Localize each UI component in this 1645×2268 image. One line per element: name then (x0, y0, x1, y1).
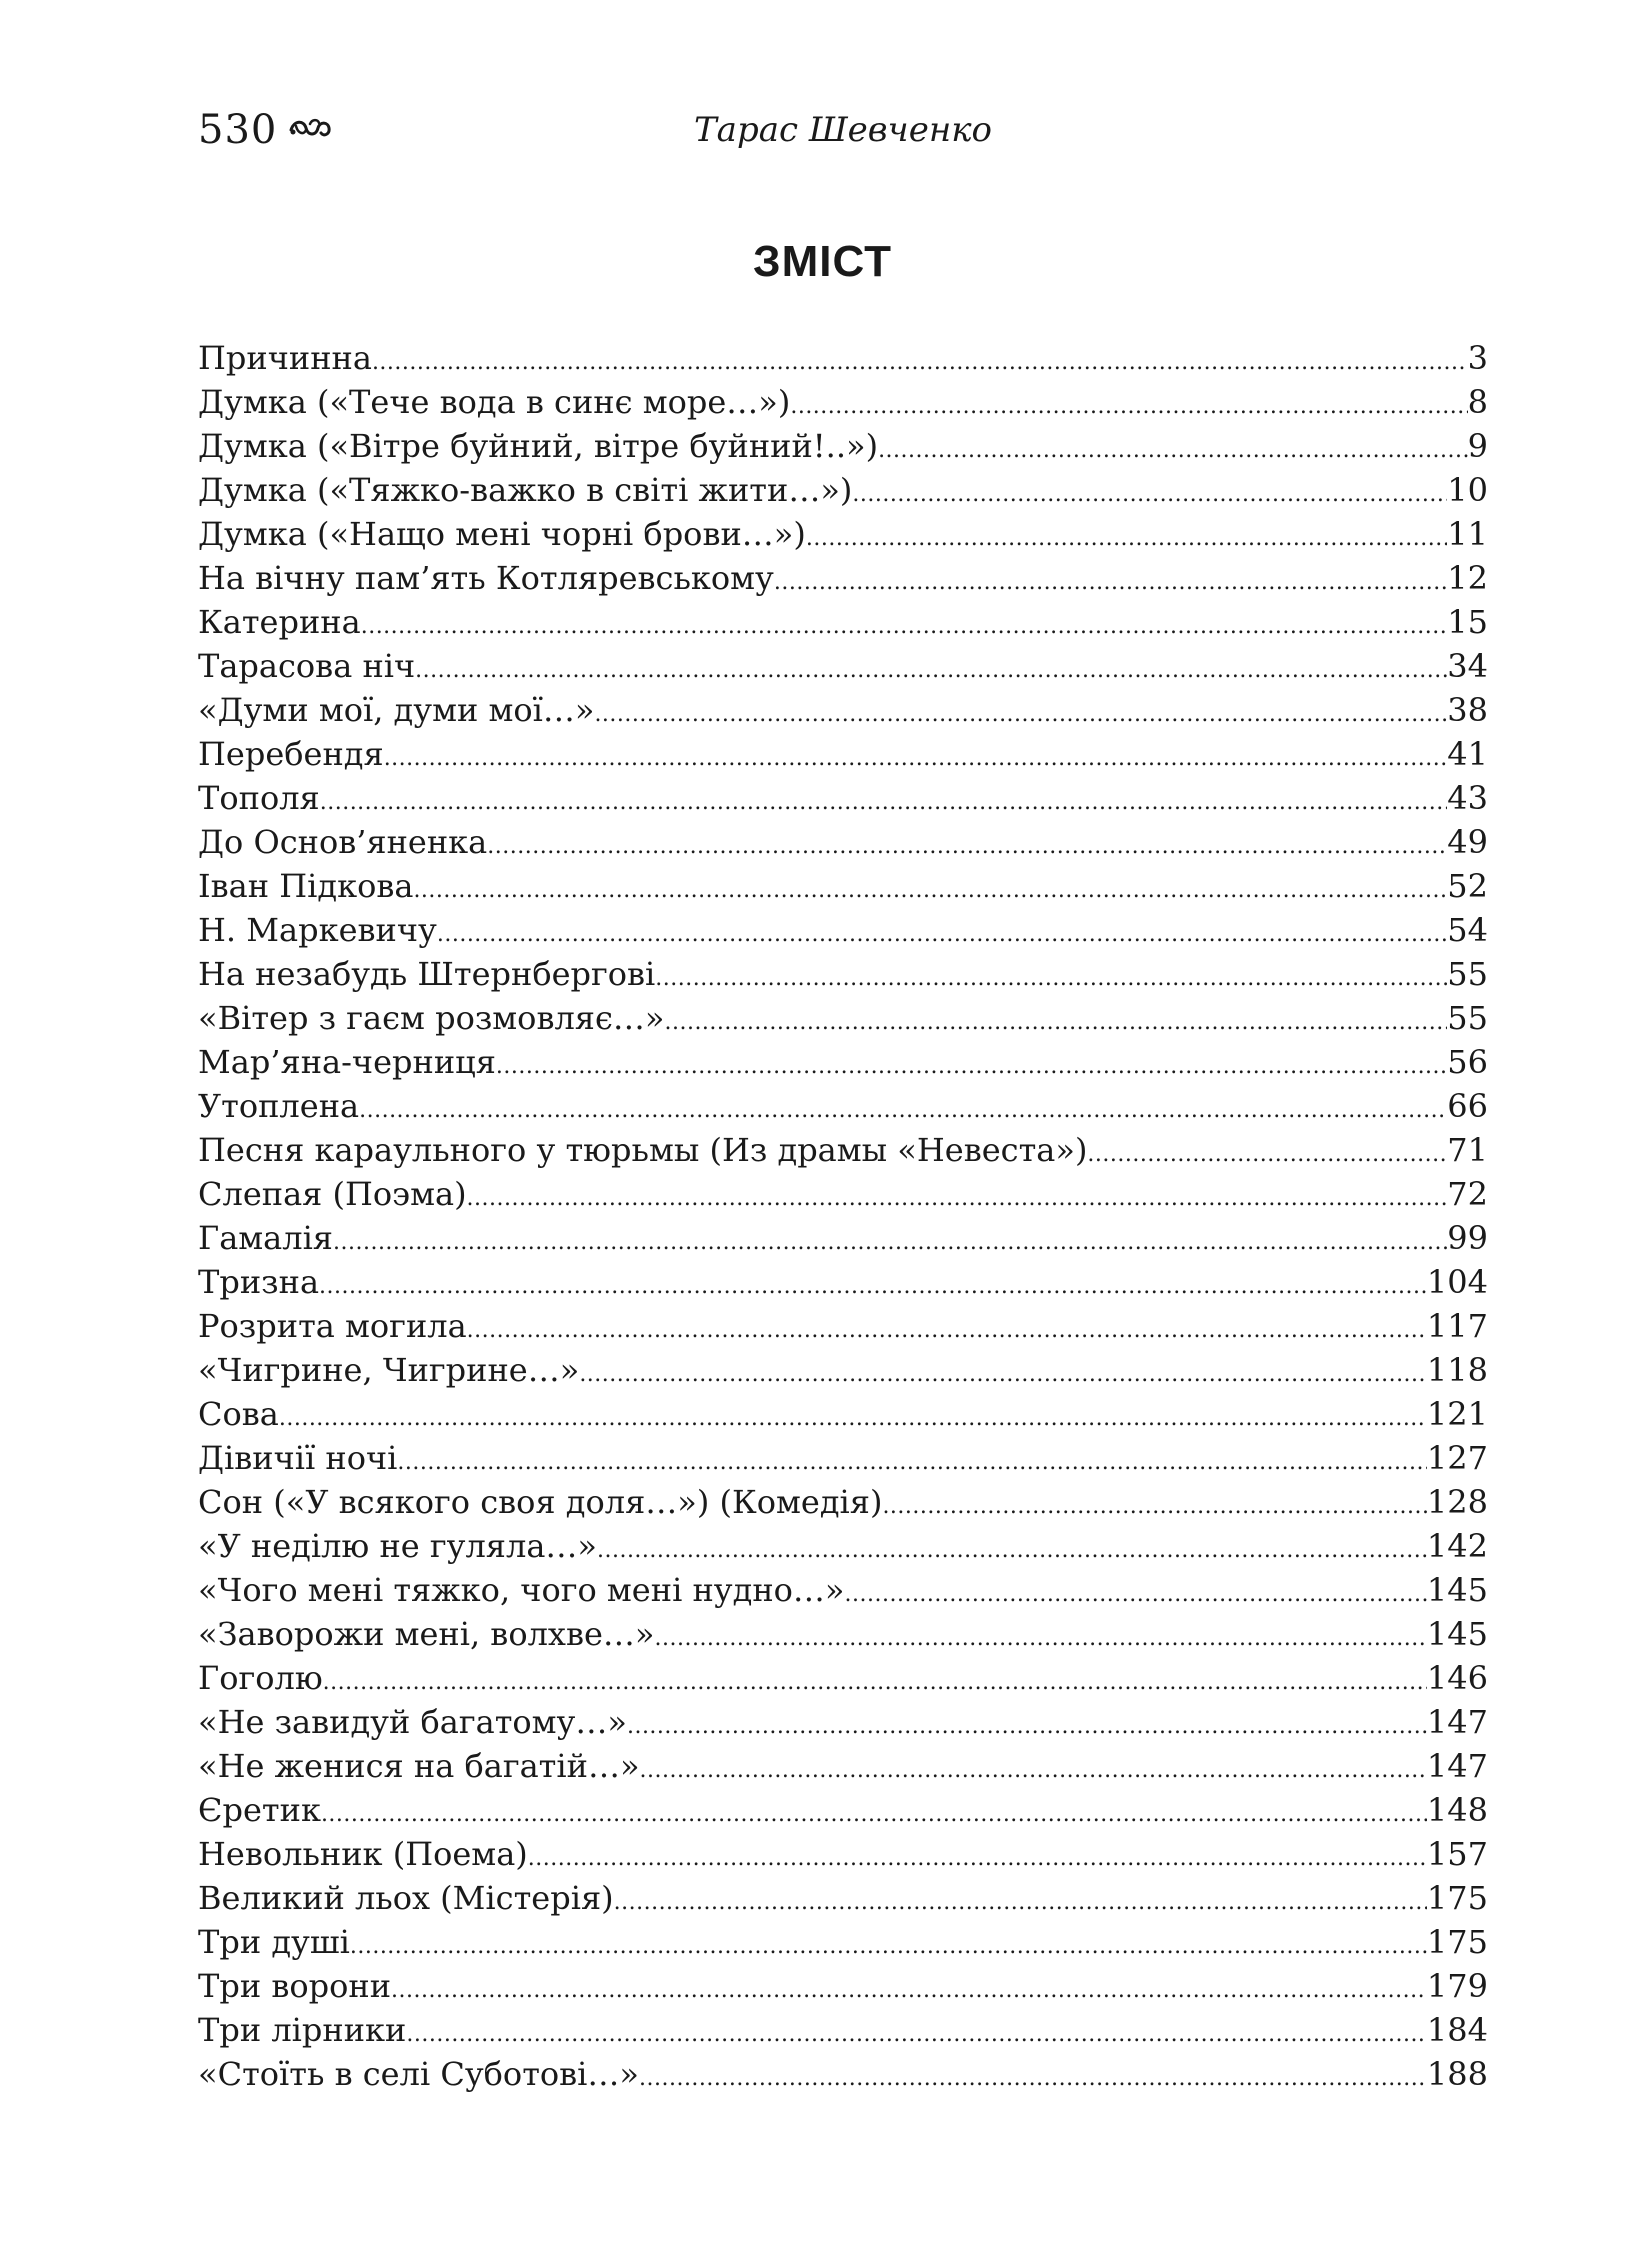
toc-entry[interactable] (198, 864, 1488, 908)
toc-entry[interactable] (198, 1040, 1488, 1084)
toc-entry-title: Сон («У всякого своя доля…») (Комедія) (198, 1483, 883, 1521)
toc-dot-leader (415, 644, 1447, 693)
toc-entry-title: Три ворони (198, 1967, 392, 2005)
toc-dot-leader (1087, 1128, 1447, 1177)
toc-dot-leader (487, 820, 1447, 869)
toc-dot-leader (528, 1832, 1427, 1881)
toc-dot-leader (790, 380, 1467, 429)
toc-dot-leader (594, 688, 1447, 737)
toc-entry-title: Розрита могила (198, 1307, 467, 1345)
toc-entry[interactable] (198, 1480, 1488, 1524)
toc-entry-page: 3 (1467, 339, 1488, 377)
toc-entry[interactable] (198, 776, 1488, 820)
toc-dot-leader (852, 468, 1447, 517)
toc-entry-title: Єретик (198, 1791, 321, 1829)
toc-entry-title: Н. Маркевичу (198, 911, 437, 949)
toc-entry-title: Дівичії ночі (198, 1439, 398, 1477)
toc-entry-title: «Чого мені тяжко, чого мені нудно…» (198, 1571, 845, 1609)
toc-dot-leader (640, 1744, 1427, 1793)
toc-entry[interactable] (198, 1700, 1488, 1744)
toc-entry[interactable] (198, 2008, 1488, 2052)
toc-entry-title: «Не женися на багатій…» (198, 1747, 640, 1785)
toc-dot-leader (361, 600, 1448, 649)
toc-entry-title: Думка («Нащо мені чорні брови…») (198, 515, 806, 553)
toc-entry-title: Перебендя (198, 735, 384, 773)
toc-entry-page: 41 (1447, 735, 1488, 773)
toc-dot-leader (882, 1480, 1426, 1529)
toc-dot-leader (397, 1436, 1427, 1485)
toc-dot-leader (655, 952, 1447, 1001)
toc-entry-title: Тризна (198, 1263, 320, 1301)
toc-entry[interactable] (198, 1392, 1488, 1436)
toc-entry-page: 175 (1426, 1879, 1488, 1917)
toc-entry-page: 175 (1426, 1923, 1488, 1961)
toc-entry-title: Три лірники (198, 2011, 407, 2049)
toc-list (198, 336, 1488, 2096)
toc-dot-leader (320, 776, 1448, 825)
toc-entry[interactable] (198, 732, 1488, 776)
toc-dot-leader (627, 1700, 1427, 1749)
toc-entry[interactable] (198, 380, 1488, 424)
toc-entry[interactable] (198, 952, 1488, 996)
toc-entry-page: 56 (1447, 1043, 1488, 1081)
toc-entry-title: Гоголю (198, 1659, 323, 1697)
toc-entry[interactable] (198, 1260, 1488, 1304)
toc-dot-leader (323, 1656, 1427, 1705)
toc-entry-title: «Чигрине, Чигрине…» (198, 1351, 580, 1389)
toc-dot-leader (406, 2008, 1427, 2057)
toc-entry-page: 179 (1426, 1967, 1488, 2005)
toc-entry-page: 66 (1447, 1087, 1488, 1125)
toc-entry-page: 148 (1426, 1791, 1488, 1829)
toc-entry[interactable] (198, 1524, 1488, 1568)
toc-dot-leader (878, 424, 1468, 473)
toc-dot-leader (319, 1260, 1427, 1309)
toc-entry-page: 8 (1467, 383, 1488, 421)
running-author: Тарас Шевченко (694, 110, 992, 150)
toc-entry-title: Слепая (Поэма) (198, 1175, 467, 1213)
toc-dot-leader (350, 1920, 1427, 1969)
toc-entry-page: 34 (1447, 647, 1488, 685)
toc-entry-title: Катерина (198, 603, 361, 641)
toc-entry[interactable] (198, 1348, 1488, 1392)
toc-entry-page: 142 (1426, 1527, 1488, 1565)
running-head (198, 100, 1488, 160)
toc-entry[interactable] (198, 1612, 1488, 1656)
toc-entry[interactable] (198, 688, 1488, 732)
toc-entry-page: 184 (1426, 2011, 1488, 2049)
toc-entry-page: 145 (1426, 1615, 1488, 1653)
toc-entry-page: 43 (1447, 779, 1488, 817)
toc-entry-title: Невольник (Поема) (198, 1835, 528, 1873)
toc-entry-page: 118 (1426, 1351, 1488, 1389)
toc-entry-title: Три душі (198, 1923, 350, 1961)
toc-entry[interactable] (198, 1172, 1488, 1216)
toc-entry-page: 99 (1447, 1219, 1488, 1257)
toc-entry[interactable] (198, 556, 1488, 600)
toc-entry-page: 128 (1426, 1483, 1488, 1521)
toc-entry[interactable] (198, 336, 1488, 380)
toc-entry[interactable] (198, 1788, 1488, 1832)
toc-entry-title: Думка («Вітре буйний, вітре буйний!..») (198, 427, 879, 465)
toc-entry-page: 71 (1447, 1131, 1488, 1169)
toc-entry[interactable] (198, 908, 1488, 952)
toc-entry-page: 146 (1426, 1659, 1488, 1697)
page-number: 530 (198, 107, 278, 153)
toc-dot-leader (664, 996, 1447, 1045)
toc-entry[interactable] (198, 1128, 1488, 1172)
toc-entry-page: 72 (1447, 1175, 1488, 1213)
toc-dot-leader (391, 1964, 1427, 2013)
toc-entry-title: «Стоїть в селі Суботові…» (198, 2055, 639, 2093)
toc-entry-page: 11 (1447, 515, 1488, 553)
toc-entry-title: Причинна (198, 339, 372, 377)
toc-entry-page: 49 (1447, 823, 1488, 861)
toc-entry[interactable] (198, 468, 1488, 512)
toc-entry[interactable] (198, 1920, 1488, 1964)
toc-entry[interactable] (198, 820, 1488, 864)
toc-entry[interactable] (198, 512, 1488, 556)
toc-entry-page: 147 (1426, 1747, 1488, 1785)
toc-entry[interactable] (198, 1964, 1488, 2008)
toc-entry-title: Тополя (198, 779, 320, 817)
toc-entry-page: 145 (1426, 1571, 1488, 1609)
toc-entry-page: 55 (1447, 955, 1488, 993)
toc-dot-leader (372, 336, 1468, 385)
toc-entry-title: Утоплена (198, 1087, 360, 1125)
toc-entry-page: 38 (1447, 691, 1488, 729)
toc-entry[interactable] (198, 1216, 1488, 1260)
toc-entry-title: Песня караульного у тюрьмы (Из драмы «Невеста») (198, 1131, 1088, 1169)
toc-entry-title: Думка («Тече вода в синє море…») (198, 383, 791, 421)
toc-entry-page: 15 (1447, 603, 1488, 641)
toc-dot-leader (321, 1788, 1427, 1837)
toc-entry[interactable] (198, 996, 1488, 1040)
toc-entry-title: «Заворожи мені, волхве…» (198, 1615, 655, 1653)
toc-dot-leader (467, 1304, 1427, 1353)
toc-entry[interactable] (198, 600, 1488, 644)
toc-dot-leader (279, 1392, 1427, 1441)
toc-entry-title: «Не завидуй багатому…» (198, 1703, 627, 1741)
toc-entry-page: 55 (1447, 999, 1488, 1037)
toc-entry[interactable] (198, 1304, 1488, 1348)
toc-dot-leader (806, 512, 1447, 561)
toc-entry-page: 147 (1426, 1703, 1488, 1741)
toc-entry-title: Думка («Тяжко-важко в світі жити…») (198, 471, 853, 509)
toc-entry-title: Іван Підкова (198, 867, 414, 905)
toc-entry-title: Сова (198, 1395, 279, 1433)
toc-entry[interactable] (198, 1876, 1488, 1920)
toc-entry-title: Гамалія (198, 1219, 333, 1257)
toc-entry[interactable] (198, 1568, 1488, 1612)
toc-dot-leader (384, 732, 1448, 781)
toc-entry-title: До Основ’яненка (198, 823, 488, 861)
toc-entry-page: 188 (1426, 2055, 1488, 2093)
toc-dot-leader (597, 1524, 1427, 1573)
toc-entry[interactable] (198, 644, 1488, 688)
toc-entry[interactable] (198, 1744, 1488, 1788)
toc-entry-page: 121 (1426, 1395, 1488, 1433)
toc-entry-title: На незабудь Штернбергові (198, 955, 656, 993)
toc-dot-leader (614, 1876, 1427, 1925)
toc-entry[interactable] (198, 1084, 1488, 1128)
toc-entry-page: 54 (1447, 911, 1488, 949)
toc-entry-title: «Вітер з гаєм розмовляє…» (198, 999, 665, 1037)
toc-dot-leader (845, 1568, 1427, 1617)
toc-entry[interactable] (198, 424, 1488, 468)
toc-entry[interactable] (198, 2052, 1488, 2096)
toc-entry-title: Мар’яна-черниця (198, 1043, 496, 1081)
toc-entry-title: Великий льох (Містерія) (198, 1879, 614, 1917)
toc-dot-leader (413, 864, 1447, 913)
toc-dot-leader (467, 1172, 1448, 1221)
toc-entry-title: «У неділю не гуляла…» (198, 1527, 597, 1565)
toc-entry-page: 117 (1426, 1307, 1488, 1345)
toc-entry-title: «Думи мої, думи мої…» (198, 691, 595, 729)
toc-dot-leader (774, 556, 1447, 605)
toc-dot-leader (639, 2052, 1427, 2101)
toc-entry-page: 10 (1447, 471, 1488, 509)
toc-entry-page: 9 (1467, 427, 1488, 465)
toc-dot-leader (654, 1612, 1426, 1661)
toc-entry[interactable] (198, 1832, 1488, 1876)
toc-entry[interactable] (198, 1436, 1488, 1480)
toc-entry-page: 52 (1447, 867, 1488, 905)
toc-dot-leader (579, 1348, 1427, 1397)
toc-entry-page: 104 (1426, 1263, 1488, 1301)
toc-entry-page: 12 (1447, 559, 1488, 597)
toc-dot-leader (437, 908, 1447, 957)
toc-title: ЗМІСТ (753, 237, 892, 286)
toc-dot-leader (359, 1084, 1447, 1133)
toc-entry-title: На вічну пам’ять Котляревському (198, 559, 774, 597)
toc-entry-page: 127 (1426, 1439, 1488, 1477)
toc-dot-leader (496, 1040, 1447, 1089)
toc-entry-page: 157 (1426, 1835, 1488, 1873)
toc-entry-title: Тарасова ніч (198, 647, 416, 685)
toc-entry[interactable] (198, 1656, 1488, 1700)
toc-dot-leader (333, 1216, 1447, 1265)
